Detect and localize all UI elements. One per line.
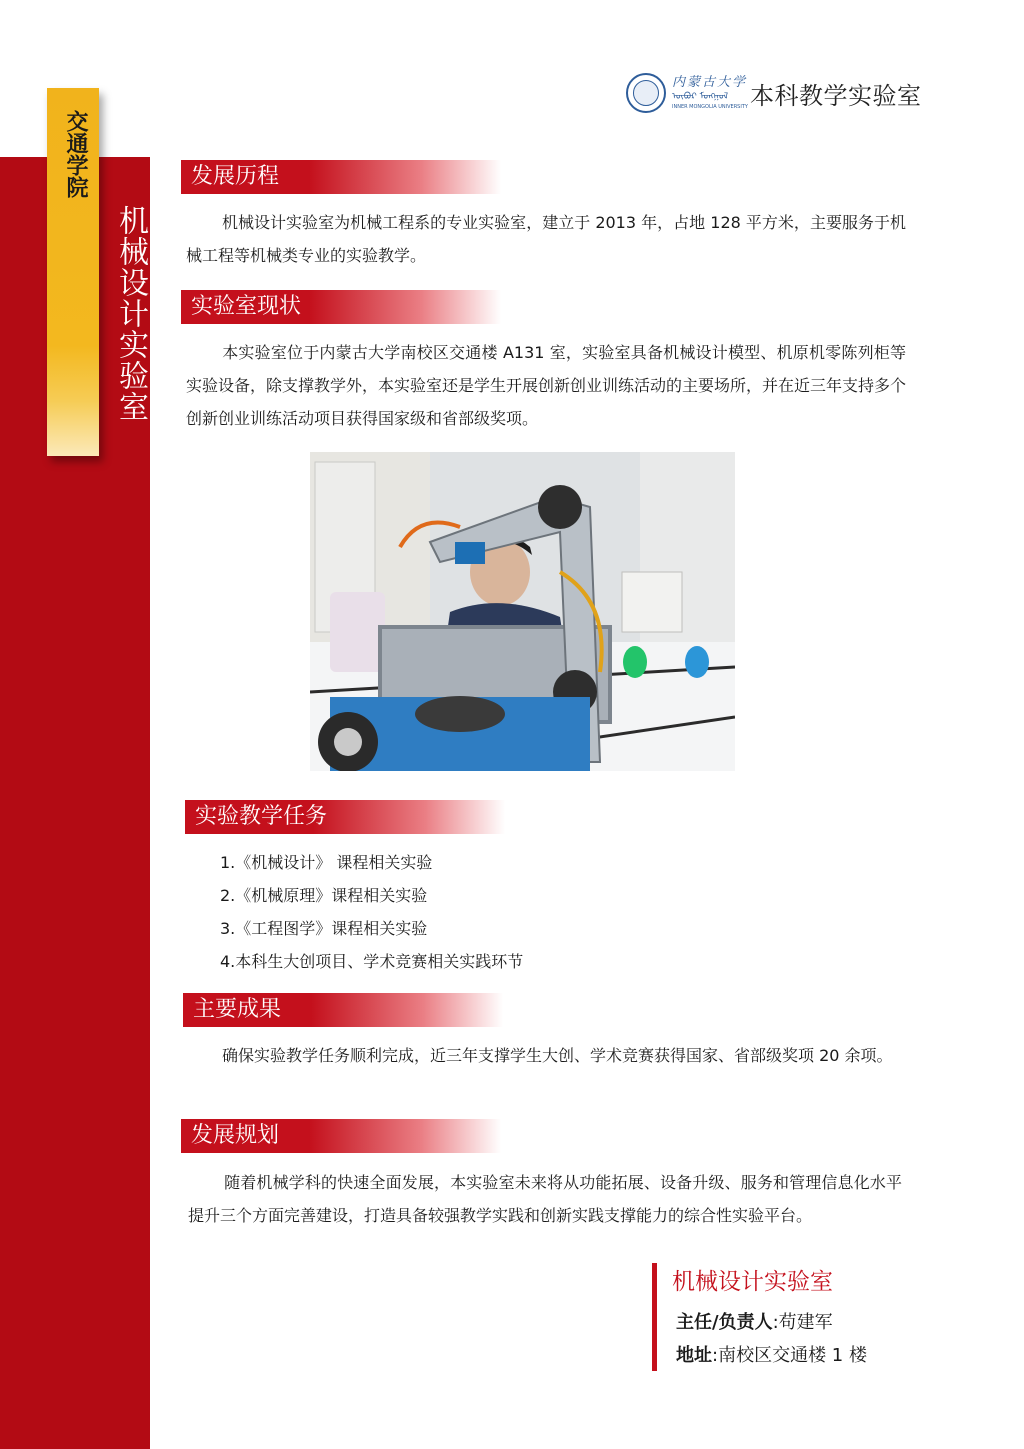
director-value: :苟建军 — [772, 1312, 833, 1333]
contact-address — [676, 1341, 867, 1367]
university-calligraphy: 内蒙古大学 — [672, 75, 748, 90]
section-heading-tasks: 实验教学任务 — [185, 800, 505, 834]
section-heading-status: 实验室现状 — [181, 290, 501, 324]
list-item: 3.《工程图学》课程相关实验 — [220, 919, 428, 938]
side-lab-title: 机械设计实验室 — [113, 205, 148, 422]
contact-accent-bar — [652, 1263, 657, 1371]
section-heading-history: 发展历程 — [181, 160, 501, 194]
section-heading-achievements: 主要成果 — [183, 993, 503, 1027]
achievements-text: 确保实验教学任务顺利完成，近三年支撑学生大创、学术竞赛获得国家、省部级奖项 20 余项。 — [222, 1046, 893, 1065]
list-item: 1.《机械设计》 课程相关实验 — [220, 853, 433, 872]
history-paragraph — [186, 206, 906, 272]
section-heading-planning: 发展规划 — [181, 1119, 501, 1153]
university-seal-icon — [626, 73, 666, 113]
university-mongolian: ᠦᠪᠦᠷ ᠮᠣᠩᠭᠣᠯ — [672, 92, 729, 102]
university-logo-header — [626, 70, 922, 116]
address-label: 地址 — [676, 1345, 712, 1366]
address-value: :南校区交通楼 1 楼 — [712, 1345, 867, 1366]
list-item: 2.《机械原理》课程相关实验 — [220, 886, 428, 905]
contact-director — [676, 1308, 833, 1334]
status-text: 本实验室位于内蒙古大学南校区交通楼 A131 室，实验室具备机械设计模型、机原机零陈列柜等实验设备，除支撑教学外，本实验室还是学生开展创新创业训练活动的主要场所，并在近三年支持多个创新创业训练活动项目获得国家级和省部级奖项。 — [186, 343, 907, 428]
contact-lab-title: 机械设计实验室 — [672, 1269, 833, 1295]
list-item: 4.本科生大创项目、学术竞赛相关实践环节 — [220, 952, 524, 971]
tasks-list — [220, 846, 523, 978]
history-text: 机械设计实验室为机械工程系的专业实验室，建立于 2013 年，占地 128 平方米，主要服务于机械工程等机械类专业的实验教学。 — [186, 213, 906, 265]
planning-paragraph — [188, 1166, 902, 1232]
status-paragraph — [186, 336, 906, 435]
university-english: INNER MONGOLIA UNIVERSITY — [672, 104, 748, 110]
director-label: 主任/负责人 — [676, 1312, 773, 1333]
college-name: 交通学院 — [63, 110, 89, 198]
university-wordmark — [672, 75, 748, 111]
lab-robot-photo — [310, 452, 735, 771]
achievements-paragraph — [186, 1039, 906, 1072]
page-title: 本科教学实验室 — [750, 81, 922, 110]
planning-text: 随着机械学科的快速全面发展，本实验室未来将从功能拓展、设备升级、服务和管理信息化水平提升三个方面完善建设，打造具备较强教学实践和创新实践支撑能力的综合性实验平台。 — [188, 1173, 902, 1225]
